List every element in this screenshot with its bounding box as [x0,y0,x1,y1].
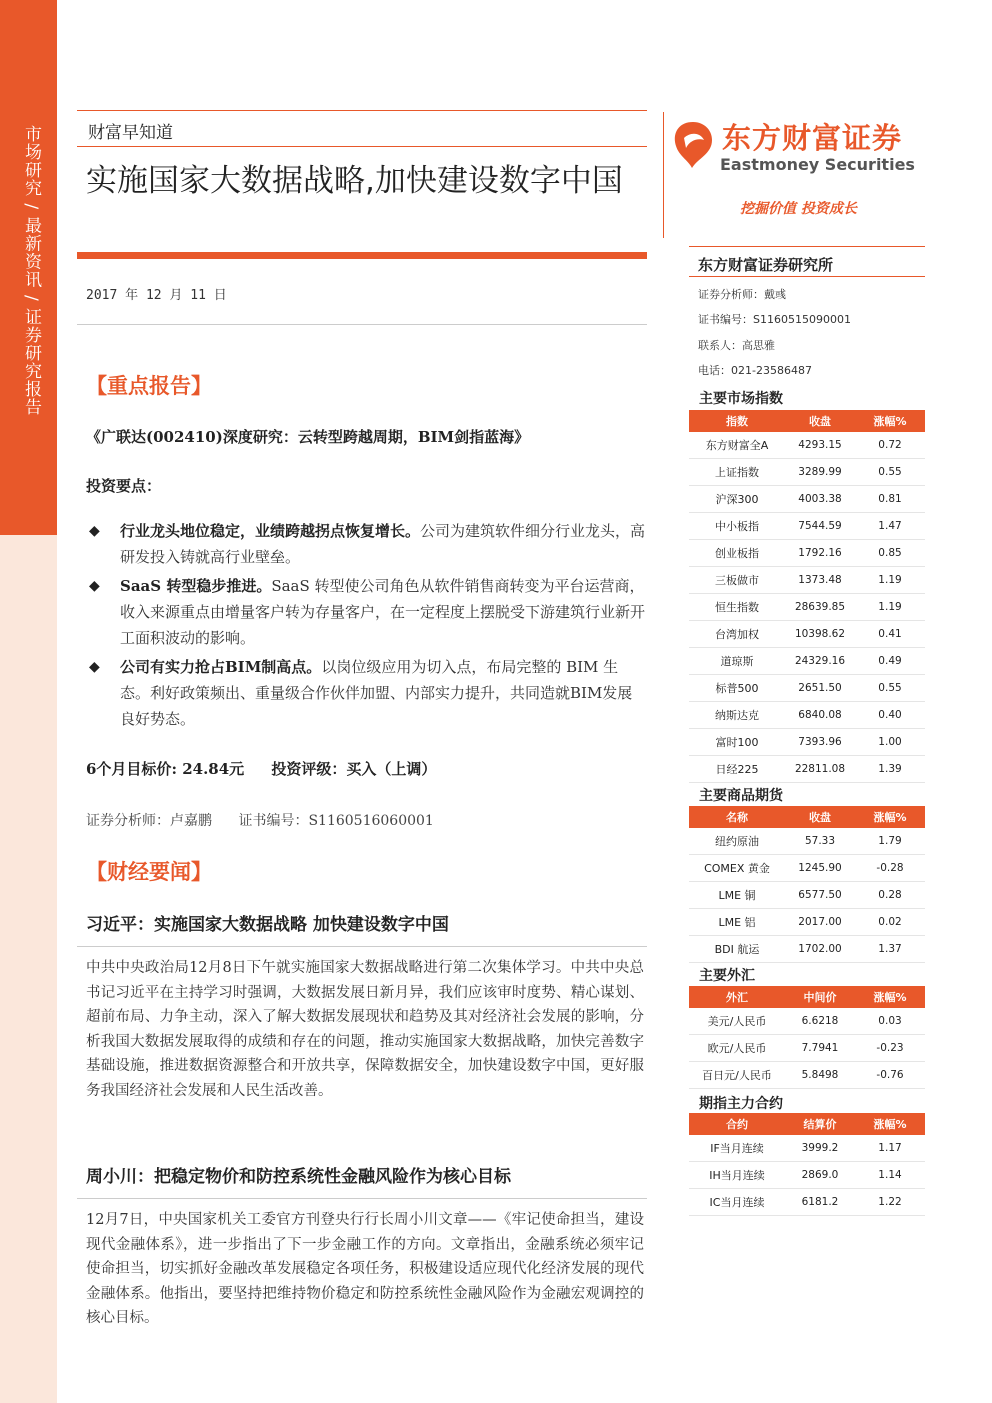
column-header: 指数 [689,410,785,432]
row-label: 中小板指 [689,513,785,540]
change-value: 1.22 [855,1189,925,1216]
table-row [689,486,925,513]
row-label: 上证指数 [689,459,785,486]
change-value: 0.49 [855,648,925,675]
column-header: 中间价 [785,986,855,1008]
news-headline: 周小川：把稳定物价和防控系统性金融风险作为核心目标 [86,1167,511,1187]
table-header-row [689,410,925,432]
change-value: 0.28 [855,882,925,909]
table-row [689,936,925,963]
invest-points-list [86,518,646,735]
row-label: 创业板指 [689,540,785,567]
sidebar-label: 市场研究 / 最新资讯 / 证券研究报告 [21,125,41,417]
change-value: 0.40 [855,702,925,729]
institute-analyst: 证券分析师：戴彧 [698,288,786,301]
column-header: 结算价 [785,1113,855,1135]
close-value: 24329.16 [785,648,855,675]
brand-divider [663,112,664,238]
table-header-row [689,986,925,1008]
news-body: 12月7日，中央国家机关工委官方刊登央行行长周小川文章——《牢记使命担当，建设现代金融体系》，进一步指出了下一步金融工作的方向。文章指出，金融系统必须牢记使命担当，切实抓好金融改革发展稳定各项任务，积极建设适应现代化经济发展的现代金融体系。他指出，要坚持把维持物价稳定和防控系统性金融风险作为金融宏观调控的核心目标。 [86,1212,644,1326]
table-row [689,882,925,909]
row-label: 纽约原油 [689,828,785,855]
close-value: 1702.00 [785,936,855,963]
change-value: 1.37 [855,936,925,963]
key-report-analyst [86,810,456,830]
row-label: 标普500 [689,675,785,702]
close-value: 7.7941 [785,1035,855,1062]
analyst-cert: 证书编号：S1160516060001 [238,813,434,829]
table-row [689,756,925,783]
column-header: 涨幅% [855,1113,925,1135]
brand-mark-icon [668,118,718,174]
close-value: 3999.2 [785,1135,855,1162]
fx-title: 主要外汇 [699,968,755,984]
bullet-text: 公司为建筑软件细分行业龙头，高研发投入铸就高行业壁垒。 [120,522,646,566]
table-row [689,855,925,882]
futures-title: 期指主力合约 [699,1096,783,1112]
table-row [689,648,925,675]
key-report-title: 《广联达(002410)深度研究：云转型跨越周期，BIM剑指蓝海》 [86,428,530,446]
column-header: 涨幅% [855,410,925,432]
table-row [689,1035,925,1062]
table-row [689,675,925,702]
column-header: 合约 [689,1113,785,1135]
row-label: BDI 航运 [689,936,785,963]
change-value: 1.19 [855,594,925,621]
row-label: COMEX 黄金 [689,855,785,882]
table-row [689,459,925,486]
report-date: 2017 年 12 月 11 日 [86,288,227,303]
institute-name: 东方财富证券研究所 [698,256,834,274]
change-value: 1.79 [855,828,925,855]
institute-contact: 联系人：高思雅 [698,339,775,352]
row-label: 纳斯达克 [689,702,785,729]
close-value: 2869.0 [785,1162,855,1189]
diamond-bullet-icon: ◆ [89,659,100,675]
close-value: 4003.38 [785,486,855,513]
change-value: 1.19 [855,567,925,594]
indices-table [689,410,925,783]
commodities-table [689,806,925,963]
close-value: 6181.2 [785,1189,855,1216]
close-value: 6577.50 [785,882,855,909]
brand-slogan: 挖掘价值 投资成长 [740,201,857,217]
news-headline: 习近平：实施国家大数据战略 加快建设数字中国 [86,915,449,935]
row-label: 台湾加权 [689,621,785,648]
news-rule [77,1198,647,1199]
date-rule [77,324,647,325]
invest-points-label: 投资要点： [86,477,162,495]
table-row [689,702,925,729]
change-value: 0.85 [855,540,925,567]
column-header: 名称 [689,806,785,828]
close-value: 5.8498 [785,1062,855,1089]
row-label: 富时100 [689,729,785,756]
report-tag: 财富早知道 [88,123,173,143]
change-value: 1.47 [855,513,925,540]
row-label: IH当月连续 [689,1162,785,1189]
table-row [689,1008,925,1035]
brand-name-cn: 东方财富证券 [722,121,903,155]
close-value: 1373.48 [785,567,855,594]
row-label: IF当月连续 [689,1135,785,1162]
brand-logo [668,116,918,178]
change-value: 1.14 [855,1162,925,1189]
close-value: 6.6218 [785,1008,855,1035]
close-value: 4293.15 [785,432,855,459]
brand-name-en: Eastmoney Securities [720,155,915,174]
table-row [689,594,925,621]
tag-rule [77,146,647,147]
target-line [86,758,458,779]
news-body: 中共中央政治局12月8日下午就实施国家大数据战略进行第二次集体学习。中共中央总书记习近平在主持学习时强调，大数据发展日新月异，我们应该审时度势、精心谋划、超前布局、力争主动，深入了解大数据发展现状和趋势及其对经济社会发展的影响，分析我国大数据发展取得的成绩和存在的问题，推动实施国家大数据战略，加快完善数字基础设施，推进数据资源整合和开放共享，保障数据安全，加快建设数字中国，更好服务我国经济社会发展和人民生活改善。 [86,960,644,1099]
row-label: 沪深300 [689,486,785,513]
table-row [689,1189,925,1216]
target-price: 6个月目标价: 24.84元 [86,760,245,778]
row-label: LME 铝 [689,909,785,936]
change-value: -0.76 [855,1062,925,1089]
row-label: 美元/人民币 [689,1008,785,1035]
change-value: 1.00 [855,729,925,756]
bullet-bold: 公司有实力抢占BIM制高点。 [120,658,322,676]
diamond-bullet-icon: ◆ [89,578,100,594]
close-value: 10398.62 [785,621,855,648]
table-header-row [689,806,925,828]
commodities-title: 主要商品期货 [699,788,783,804]
close-value: 57.33 [785,828,855,855]
table-row [689,909,925,936]
indices-title: 主要市场指数 [699,391,783,407]
table-row [689,513,925,540]
change-value: 0.55 [855,675,925,702]
column-header: 涨幅% [855,986,925,1008]
row-label: IC当月连续 [689,1189,785,1216]
row-label: 恒生指数 [689,594,785,621]
close-value: 1245.90 [785,855,855,882]
change-value: 0.02 [855,909,925,936]
rating: 投资评级：买入（上调） [271,760,437,778]
table-row [689,432,925,459]
close-value: 3289.99 [785,459,855,486]
column-header: 收盘 [785,806,855,828]
column-header: 涨幅% [855,806,925,828]
futures-table [689,1113,925,1216]
header-rule [77,110,647,111]
row-label: 道琼斯 [689,648,785,675]
row-label: 百日元/人民币 [689,1062,785,1089]
close-value: 6840.08 [785,702,855,729]
row-label: 三板做市 [689,567,785,594]
bullet-text: 以岗位级应用为切入点，布局完整的 BIM 生态。利好政策频出、重量级合作伙伴加盟、内部实力提升，共同造就BIM发展良好势态。 [120,658,633,728]
table-row [689,1062,925,1089]
news-rule [77,946,647,947]
table-row [689,729,925,756]
institute-cert: 证书编号：S1160515090001 [698,313,851,326]
fx-table [689,986,925,1089]
close-value: 7393.96 [785,729,855,756]
sidebar-band [0,0,57,1403]
close-value: 2651.50 [785,675,855,702]
column-header: 收盘 [785,410,855,432]
change-value: 1.39 [855,756,925,783]
table-row [689,621,925,648]
institute-phone: 电话：021-23586487 [698,364,812,377]
section-key-report: 【重点报告】 [86,373,212,398]
bullet-bold: 行业龙头地位稳定，业绩跨越拐点恢复增长。 [120,522,421,540]
institute-rule-bottom [689,276,925,277]
change-value: 0.41 [855,621,925,648]
title-bar [77,252,647,259]
table-row [689,567,925,594]
section-news: 【财经要闻】 [86,859,212,884]
list-item [86,654,646,732]
change-value: 0.72 [855,432,925,459]
bullet-bold: SaaS 转型稳步推进。 [120,577,272,595]
bullet-text: SaaS 转型使公司角色从软件销售商转变为平台运营商，收入来源重点由增量客户转为存量客户，在一定程度上摆脱受下游建筑行业新开工面积波动的影响。 [120,577,646,647]
close-value: 22811.08 [785,756,855,783]
table-row [689,1162,925,1189]
change-value: 0.03 [855,1008,925,1035]
list-item [86,573,646,651]
change-value: 0.81 [855,486,925,513]
change-value: -0.23 [855,1035,925,1062]
analyst-name: 证券分析师：卢嘉鹏 [86,813,212,829]
row-label: 日经225 [689,756,785,783]
change-value: 1.17 [855,1135,925,1162]
change-value: -0.28 [855,855,925,882]
close-value: 2017.00 [785,909,855,936]
diamond-bullet-icon: ◆ [89,523,100,539]
table-row [689,828,925,855]
change-value: 0.55 [855,459,925,486]
row-label: 东方财富全A [689,432,785,459]
table-header-row [689,1113,925,1135]
column-header: 外汇 [689,986,785,1008]
close-value: 1792.16 [785,540,855,567]
table-row [689,1135,925,1162]
close-value: 7544.59 [785,513,855,540]
row-label: LME 铜 [689,882,785,909]
row-label: 欧元/人民币 [689,1035,785,1062]
list-item [86,518,646,570]
page-title: 实施国家大数据战略,加快建设数字中国 [86,163,623,199]
institute-rule [689,246,925,247]
close-value: 28639.85 [785,594,855,621]
table-row [689,540,925,567]
